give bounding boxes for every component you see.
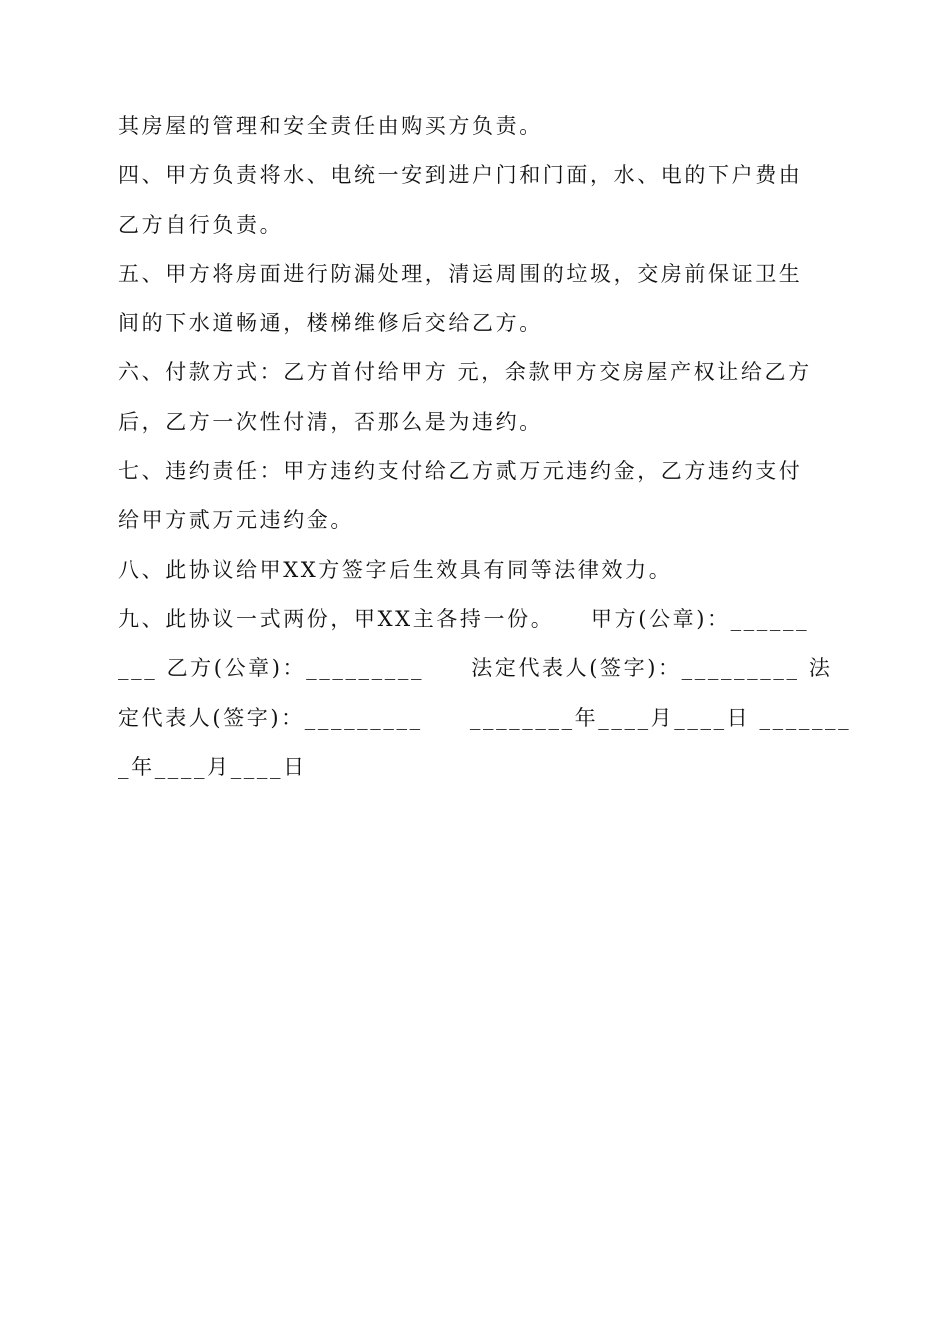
signature-line-3: 定代表人(签字)：_________ ________年____月____日 _______ — [118, 705, 852, 730]
clause-9-signature-line-1: 九、此协议一式两份，甲XX主各持一份。 甲方(公章)：______ — [118, 606, 810, 631]
clause-line-property-responsibility: 其房屋的管理和安全责任由购买方负责。 — [118, 114, 543, 138]
clause-4-line-2: 乙方自行负责。 — [118, 212, 284, 237]
clause-8-line: 八、此协议给甲XX方签字后生效具有同等法律效力。 — [118, 557, 673, 582]
date-line: _年____月____日 — [118, 754, 307, 779]
clause-7-line-2: 给甲方贰万元违约金。 — [118, 508, 354, 533]
clause-5-line-2: 间的下水道畅通，楼梯维修后交给乙方。 — [118, 311, 543, 336]
clause-4-line-1: 四、甲方负责将水、电统一安到进户门和门面，水、电的下户费由 — [118, 163, 803, 188]
clause-7-line-1: 七、违约责任：甲方违约支付给乙方贰万元违约金，乙方违约支付 — [118, 459, 803, 484]
clause-6-line-1: 六、付款方式：乙方首付给甲方 元，余款甲方交房屋产权让给乙方 — [118, 360, 812, 385]
clause-5-line-1: 五、甲方将房面进行防漏处理，清运周围的垃圾，交房前保证卫生 — [118, 261, 803, 286]
clause-6-line-2: 后，乙方一次性付清，否那么是为违约。 — [118, 409, 543, 434]
signature-line-2: ___ 乙方(公章)：_________ 法定代表人(签字)：_________ 法 — [118, 656, 833, 681]
contract-text — [118, 102, 852, 792]
